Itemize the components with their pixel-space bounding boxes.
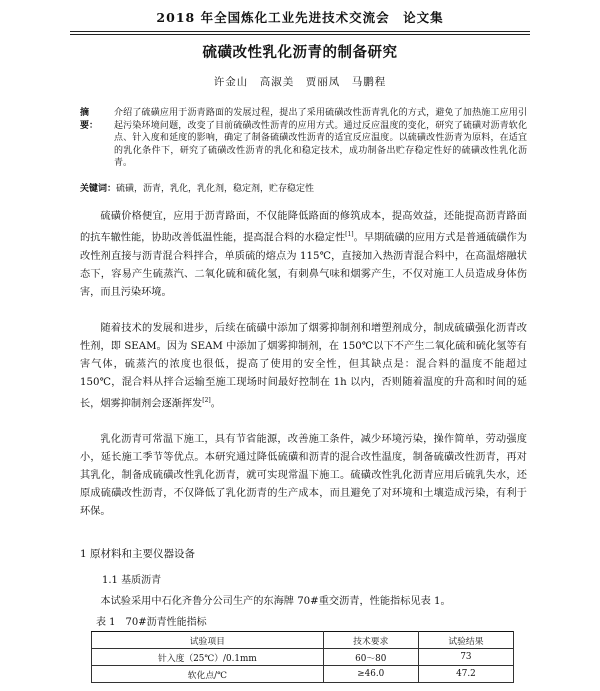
p2-citation: [2] [202, 397, 211, 405]
header-rule-bottom [70, 34, 530, 35]
table-row [92, 649, 514, 666]
table-header-row [92, 632, 514, 649]
header-rule-top [70, 31, 530, 32]
asphalt-paragraph: 本试验采用中石化齐鲁分公司生产的东海牌 70#重交沥青，性能指标见表 1。 [100, 596, 451, 607]
p3-text: 乳化沥青可常温下施工，具有节省能源，改善施工条件，减少环境污染，操作简单，劳动强度小，延长施工季节等优点。本研究通过降低硫磺和沥青的混合改性温度，制备硫磺改性沥青，再对其乳化，制备成硫磺改性乳化沥青，就可实现常温下施工。硫磺改性乳化沥青应用后硫乳失水，还原成硫磺改性沥青，不仅降低了乳化沥青的生产成本，而且避免了对环境和土壤造成污染，有利于环保。 [80, 434, 527, 518]
keywords-label: 关键词： [80, 184, 117, 194]
running-head: 2018 年全国炼化工业先进技术交流会 论文集 [156, 10, 444, 25]
table-cell: 73 [418, 649, 513, 666]
abstract-text: 介绍了硫磺应用于沥青路面的发展过程，提出了采用硫磺改性沥青乳化的方式，避免了加热施工应用引起污染环境问题，改变了目前硫磺改性沥青的应用方式。通过反应温度的变化，研究了硫磺对沥青软化点、针入度和延度的影响，确定了制备硫磺改性沥青的适宜反应温度。以硫磺改性沥青为原料，在适宜的乳化条件下，研究了硫磺改性沥青的乳化和稳定技术，成功制备出贮存稳定性好的硫磺改性乳化沥青。 [114, 108, 527, 168]
table-cell: 针入度（25℃）/0.1mm [92, 649, 324, 666]
table-cell: 60～80 [323, 649, 418, 666]
section-heading: 1 原材料和主要仪器设备 [80, 548, 196, 560]
paper-title: 硫磺改性乳化沥青的制备研究 [202, 45, 398, 61]
p2-text-a: 随着技术的发展和进步，后续在硫磺中添加了烟雾抑制剂和增塑剂成分，制成硫磺强化沥青改性剂，即 SEAM。因为 SEAM 中添加了烟雾抑制剂，在 150℃以下不产生二氧化硫和硫化氢等有害气体，硫蒸汽的浓度也很低，提高了使用的安全性，但其缺点是：混合料的温度不能超过 150℃，混合料从拌合运输至施工现场时间最好控制在 1h 以内，否则随着温度的升高和时间的延长，烟雾抑制剂会逐渐挥发 [80, 323, 527, 410]
abstract-label: 摘 要： [80, 108, 99, 131]
table-caption: 表 1 70#沥青性能指标 [96, 617, 207, 628]
abstract-block [80, 107, 527, 170]
table-row [92, 666, 514, 683]
table-header-cell: 技术要求 [323, 632, 418, 649]
p2-text-b: 。 [210, 398, 221, 410]
keywords-text: 硫磺，沥青，乳化，乳化剂，稳定剂，贮存稳定性 [116, 184, 315, 194]
table-cell: 47.2 [418, 666, 513, 683]
table-header-cell: 试验项目 [92, 632, 324, 649]
table-cell: ≥46.0 [323, 666, 418, 683]
p1-text-a: 硫磺价格便宜，应用于沥青路面，不仅能降低路面的修筑成本，提高效益，还能提高沥青路面的抗车辙性能，协助改善低温性能，提高混合料的水稳定性 [80, 211, 527, 244]
body-paragraph-3 [80, 431, 527, 521]
asphalt-properties-table [91, 631, 514, 683]
p1-text-b: 。早期硫磺的应用方式是普通硫磺作为改性剂直接与沥青混合料拌合，单质硫的熔点为 115℃，直接加入热沥青混合料中，在高温熔融状态下，容易产生硫蒸汽、二氧化硫和硫化氢，有刺鼻气味和烟雾产生，不仅对施工人员造成身体伤害，而且污染环境。 [80, 232, 527, 298]
table-header-cell: 试验结果 [418, 632, 513, 649]
paper-authors: 许金山 高淑美 贾丽凤 马鹏程 [213, 76, 387, 88]
p1-citation: [1] [345, 231, 354, 239]
table-cell: 软化点/℃ [92, 666, 324, 683]
body-paragraph-2 [80, 320, 527, 414]
body-paragraph-1 [80, 208, 527, 302]
keywords-block [80, 183, 527, 195]
subsection-heading: 1.1 基质沥青 [102, 575, 162, 586]
